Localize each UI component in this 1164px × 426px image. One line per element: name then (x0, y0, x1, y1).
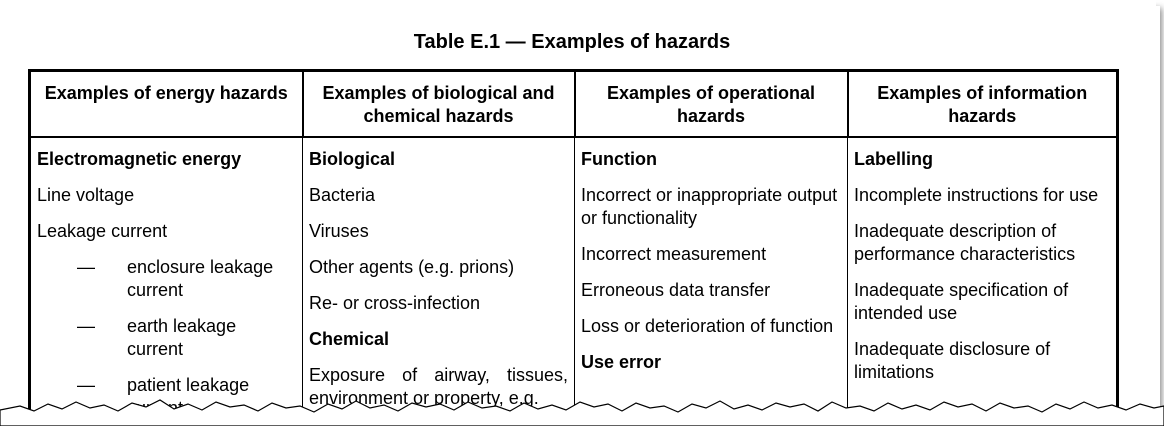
list-item: Bacteria (309, 185, 376, 205)
dash-bullet: — (77, 316, 95, 336)
hazards-table (28, 69, 1119, 418)
table-header-row (30, 71, 1118, 138)
list-item: Inadequate specification of intended use (854, 280, 1069, 323)
header-operational: Examples of operational hazards (575, 71, 848, 138)
cell-biological-chemical (303, 137, 575, 418)
list-item: Inadequate description of performance characteristics (854, 221, 1076, 264)
list-item: Incorrect or inappropriate output or functionality (581, 185, 838, 228)
header-energy: Examples of energy hazards (30, 71, 303, 138)
dash-bullet: — (77, 257, 95, 277)
list-item: Loss or deterioration of function (581, 316, 834, 336)
table-title: Table E.1 — Examples of hazards (413, 31, 731, 53)
list-item: Exposure of airway, tissues, environment or property, e.g. (309, 365, 568, 408)
list-item: Re- or cross-infection (309, 293, 481, 313)
cell-information (848, 137, 1118, 418)
list-item: Erroneous data transfer (581, 280, 771, 300)
header-information: Examples of information hazards (848, 71, 1118, 138)
dash-bullet: — (77, 375, 95, 395)
heading-chemical: Chemical (309, 329, 390, 349)
sub-item (37, 315, 296, 361)
list-item: Inadequate disclosure of limitations (854, 339, 1051, 382)
list-item: Incorrect measurement (581, 244, 767, 264)
sub-item-text: patient leakage (127, 375, 250, 395)
header-biological-chemical: Examples of biological and chemical hazards (303, 71, 575, 138)
heading-labelling: Labelling (854, 149, 934, 169)
list-item: Other agents (e.g. prions) (309, 257, 515, 277)
list-item: Viruses (309, 221, 369, 241)
list-item: Leakage current (37, 221, 168, 241)
sub-item-text: enclosure leakage current (127, 257, 274, 300)
cell-operational (575, 137, 848, 418)
sub-item (37, 256, 296, 302)
cell-energy (30, 137, 303, 418)
table-row (30, 137, 1118, 418)
list-item: Line voltage (37, 185, 135, 205)
heading-biological: Biological (309, 149, 396, 169)
torn-edge (0, 380, 1164, 426)
heading-function: Function (581, 149, 657, 169)
heading-use-error: Use error (581, 352, 662, 372)
sub-item-text: earth leakage current (127, 316, 237, 359)
heading-electromagnetic: Electromagnetic energy (37, 149, 242, 169)
list-item: Incomplete instructions for use (854, 185, 1099, 205)
